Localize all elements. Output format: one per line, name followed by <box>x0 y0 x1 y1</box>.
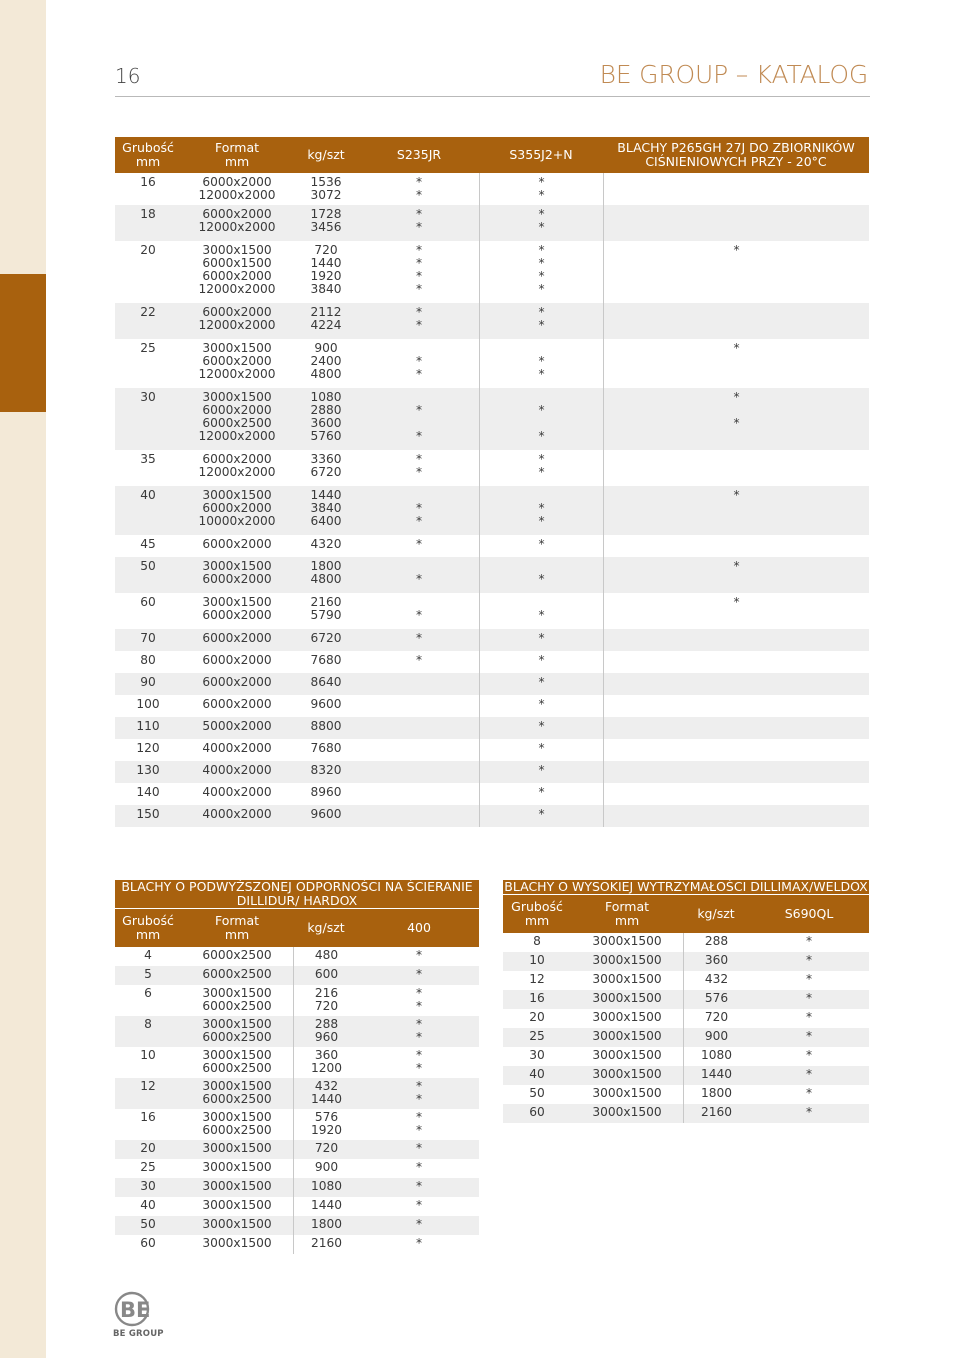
table-row <box>115 303 869 339</box>
kg-cell: 9600 <box>310 697 342 711</box>
s235jr-cell: * * <box>359 388 479 450</box>
table-row <box>503 971 869 990</box>
main-steel-plate-table <box>115 137 869 827</box>
s355j2n-cell: * <box>479 593 603 629</box>
kg-cell: 216 720 <box>293 985 359 1016</box>
thickness-cell: 50 <box>115 557 181 593</box>
p265gh-cell: * <box>603 339 869 388</box>
s355j2n-cell: * <box>479 783 603 805</box>
s355j2n-cell: * <box>479 695 603 717</box>
grade-cell: * <box>749 1104 869 1123</box>
p265gh-cell <box>603 535 869 557</box>
format-cell: 3000x1500 <box>592 1086 662 1100</box>
header-s235jr: S235JR <box>359 137 479 173</box>
table-row <box>115 673 869 695</box>
kg-cell: 1800 4800 <box>293 557 359 593</box>
kg-cell: 4320 <box>310 537 342 551</box>
thickness-cell: 50 <box>529 1086 545 1100</box>
kg-cell: 8960 <box>310 785 342 799</box>
table-row <box>503 1066 869 1085</box>
p265gh-cell: * <box>603 557 869 593</box>
p265gh-cell <box>603 303 869 339</box>
svg-text:BE: BE <box>120 1298 151 1322</box>
s355j2n-cell: * <box>479 761 603 783</box>
kg-cell: 7680 <box>310 653 342 667</box>
thickness-cell: 20 <box>140 243 156 257</box>
header-divider <box>115 96 870 97</box>
kg-cell: 576 <box>683 990 749 1009</box>
format-cell: 3000x1500 <box>571 1104 683 1123</box>
header-kg: kg/szt <box>293 909 359 947</box>
s235jr-cell: * * <box>359 205 479 241</box>
thickness-cell: 100 <box>136 697 160 711</box>
thickness-cell: 25 <box>140 341 156 355</box>
kg-cell: 720 <box>683 1009 749 1028</box>
kg-cell: 1800 <box>293 1216 359 1235</box>
format-cell: 6000x2500 <box>202 948 272 962</box>
s355j2n-cell: * <box>479 557 603 593</box>
thickness-cell: 5 <box>115 966 181 985</box>
kg-cell: 1440 3840 6400 <box>293 486 359 535</box>
kg-cell: 2112 4224 <box>293 303 359 339</box>
s355j2n-cell: * <box>479 805 603 827</box>
format-cell: 3000x1500 <box>181 1178 293 1197</box>
kg-cell: 600 <box>293 966 359 985</box>
sidebar-accent-block <box>0 274 46 412</box>
format-cell: 3000x1500 <box>202 1160 272 1174</box>
thickness-cell: 150 <box>115 805 181 827</box>
table-row <box>503 1085 869 1104</box>
table-row <box>115 1016 479 1047</box>
format-cell: 3000x1500 6000x1500 6000x2000 12000x2000 <box>198 243 276 296</box>
thickness-cell: 60 <box>140 595 156 609</box>
thickness-cell: 130 <box>115 761 181 783</box>
header-format: Format mm <box>571 895 683 933</box>
format-cell: 3000x1500 <box>592 1010 662 1024</box>
s355j2n-cell: * * <box>479 303 603 339</box>
format-cell: 5000x2000 <box>181 717 293 739</box>
header-thickness: Grubość mm <box>115 137 181 173</box>
p265gh-cell: * <box>603 241 869 303</box>
table-row <box>115 486 869 535</box>
header-kg: kg/szt <box>293 137 359 173</box>
table-row <box>115 805 869 827</box>
thickness-cell: 6 <box>144 986 152 1000</box>
p265gh-cell <box>603 629 869 651</box>
table-row <box>115 1197 479 1216</box>
table-row <box>503 1028 869 1047</box>
grade-cell: * * <box>359 1016 479 1047</box>
table-row <box>115 1140 479 1159</box>
p265gh-cell: * <box>603 486 869 535</box>
s235jr-cell <box>359 739 479 761</box>
thickness-cell: 140 <box>136 785 160 799</box>
grade-cell: * <box>749 1066 869 1085</box>
s355j2n-cell: * <box>479 535 603 557</box>
thickness-cell: 70 <box>115 629 181 651</box>
kg-cell: 900 2400 4800 <box>310 341 342 381</box>
format-cell: 3000x1500 <box>571 990 683 1009</box>
kg-cell: 1080 2880 3600 5760 <box>293 388 359 450</box>
thickness-cell: 12 <box>115 1078 181 1109</box>
format-cell: 3000x1500 <box>181 1216 293 1235</box>
grade-cell: * <box>359 1178 479 1197</box>
s355j2n-cell: * * <box>479 339 603 388</box>
table-row <box>115 761 869 783</box>
format-cell: 3000x1500 6000x2000 6000x2500 12000x2000 <box>181 388 293 450</box>
table-row <box>503 952 869 971</box>
format-cell: 6000x2000 <box>181 629 293 651</box>
thickness-cell: 60 <box>503 1104 571 1123</box>
format-cell: 6000x2000 12000x2000 <box>198 175 276 202</box>
table-row <box>115 739 869 761</box>
thickness-cell: 90 <box>115 673 181 695</box>
s355j2n-cell: * * <box>479 173 603 205</box>
table-row <box>115 783 869 805</box>
table-row <box>115 1235 479 1254</box>
header-grade-400: 400 <box>359 909 479 947</box>
grade-cell: * * <box>415 1048 423 1075</box>
s355j2n-cell: * <box>479 629 603 651</box>
grade-cell: * <box>805 972 813 986</box>
grade-cell: * <box>415 1236 423 1250</box>
thickness-cell: 20 <box>529 1010 545 1024</box>
kg-cell: 6720 <box>293 629 359 651</box>
thickness-cell: 110 <box>115 717 181 739</box>
thickness-cell: 40 <box>115 486 181 535</box>
thickness-cell: 35 <box>140 452 156 466</box>
s235jr-cell: * * <box>359 303 479 339</box>
be-group-logo-icon <box>112 1290 164 1330</box>
kg-cell: 8800 <box>293 717 359 739</box>
header-format: Format mm <box>181 137 293 173</box>
thickness-cell: 40 <box>140 1198 156 1212</box>
format-cell: 3000x1500 6000x2000 12000x2000 <box>198 341 276 381</box>
grade-cell: * * <box>415 986 423 1013</box>
s235jr-cell: * * <box>415 452 423 479</box>
thickness-cell: 40 <box>503 1066 571 1085</box>
thickness-cell: 120 <box>136 741 160 755</box>
kg-cell: 2160 <box>683 1104 749 1123</box>
table-row <box>115 1047 479 1078</box>
format-cell: 6000x2000 <box>202 653 272 667</box>
format-cell: 3000x1500 6000x2500 <box>181 1016 293 1047</box>
p265gh-cell <box>603 739 869 761</box>
p265gh-cell <box>603 651 869 673</box>
table-row <box>503 1009 869 1028</box>
page-number: 16 <box>115 64 141 88</box>
thickness-cell: 16 <box>503 990 571 1009</box>
grade-cell: * <box>415 948 423 962</box>
format-cell: 3000x1500 <box>592 934 662 948</box>
format-cell: 3000x1500 6000x2500 <box>202 1110 272 1137</box>
grade-cell: * * <box>415 1110 423 1137</box>
format-cell: 3000x1500 <box>181 1140 293 1159</box>
kg-cell: 1080 <box>293 1178 359 1197</box>
table-row <box>503 990 869 1009</box>
thickness-cell: 20 <box>115 1140 181 1159</box>
table-row <box>115 241 869 303</box>
format-cell: 6000x2000 <box>181 673 293 695</box>
s235jr-cell <box>359 805 479 827</box>
thickness-cell: 16 <box>140 1110 156 1124</box>
thickness-cell: 45 <box>140 537 156 551</box>
kg-cell: 7680 <box>310 741 342 755</box>
kg-cell: 432 1440 <box>293 1078 359 1109</box>
table-row <box>503 1104 869 1123</box>
s235jr-cell: * * <box>415 354 423 381</box>
s355j2n-cell: * * <box>479 388 603 450</box>
s235jr-cell: * <box>415 653 423 667</box>
thickness-cell: 22 <box>115 303 181 339</box>
s235jr-cell: * <box>415 608 423 622</box>
table-row <box>115 966 479 985</box>
kg-cell: 3360 6720 <box>310 452 342 479</box>
thickness-cell: 30 <box>115 388 181 450</box>
s235jr-cell: * <box>359 557 479 593</box>
thickness-cell: 8 <box>533 934 541 948</box>
table-row <box>115 1178 479 1197</box>
grade-cell: * <box>359 1140 479 1159</box>
header-thickness: Grubość mm <box>115 909 181 947</box>
thickness-cell: 50 <box>115 1216 181 1235</box>
grade-cell: * <box>749 1028 869 1047</box>
format-cell: 3000x1500 6000x2000 10000x2000 <box>181 486 293 535</box>
header-kg: kg/szt <box>683 895 749 933</box>
p265gh-cell <box>603 205 869 241</box>
thickness-cell: 60 <box>140 1236 156 1250</box>
kg-cell: 720 1440 1920 3840 <box>310 243 342 296</box>
format-cell: 3000x1500 6000x2000 <box>202 595 272 622</box>
kg-cell: 9600 <box>293 805 359 827</box>
s235jr-cell <box>359 695 479 717</box>
table-row <box>115 1109 479 1140</box>
logo-text: BE GROUP <box>113 1329 164 1339</box>
s235jr-cell: * <box>359 629 479 651</box>
p265gh-cell <box>603 717 869 739</box>
table-row <box>115 717 869 739</box>
grade-cell: * <box>415 1160 423 1174</box>
p265gh-cell <box>603 673 869 695</box>
s355j2n-cell: * * <box>479 486 603 535</box>
kg-cell: 480 <box>293 947 359 966</box>
s235jr-cell: * * <box>415 175 423 202</box>
sidebar-strip <box>0 0 46 1358</box>
s355j2n-cell: * <box>479 673 603 695</box>
table-row <box>115 1216 479 1235</box>
s235jr-cell: * <box>415 537 423 551</box>
thickness-cell: 10 <box>503 952 571 971</box>
s355j2n-cell: * * <box>479 205 603 241</box>
table-row <box>115 535 869 557</box>
s235jr-cell: * * * * <box>415 243 423 296</box>
s235jr-cell <box>359 783 479 805</box>
p265gh-cell <box>603 761 869 783</box>
kg-cell: 720 <box>293 1140 359 1159</box>
thickness-cell: 16 <box>140 175 156 189</box>
table-row <box>503 1047 869 1066</box>
table-row <box>115 695 869 717</box>
thickness-cell: 8 <box>115 1016 181 1047</box>
thickness-cell: 30 <box>115 1178 181 1197</box>
grade-cell: * <box>805 1086 813 1100</box>
format-cell: 6000x2500 <box>181 966 293 985</box>
s235jr-cell <box>359 717 479 739</box>
abrasion-table-caption: BLACHY O PODWYŻSZONEJ ODPORNOŚCI NA ŚCIERANIE DILLIDUR/ HARDOX <box>115 880 479 909</box>
format-cell: 3000x1500 6000x2500 <box>202 1048 272 1075</box>
s355j2n-cell: * <box>479 739 603 761</box>
table-row <box>115 388 869 450</box>
thickness-cell: 25 <box>140 1160 156 1174</box>
p265gh-cell <box>603 173 869 205</box>
format-cell: 6000x2000 12000x2000 <box>181 303 293 339</box>
s235jr-cell: * * <box>359 486 479 535</box>
kg-cell: 1080 <box>683 1047 749 1066</box>
kg-cell: 900 <box>293 1159 359 1178</box>
format-cell: 3000x1500 <box>571 952 683 971</box>
table-row <box>115 651 869 673</box>
strength-table-caption: BLACHY O WYSOKIEJ WYTRZYMAŁOŚCI DILLIMAX/WELDOX <box>504 879 868 894</box>
table-row <box>115 947 479 966</box>
table-row <box>115 1078 479 1109</box>
format-cell: 4000x2000 <box>202 741 272 755</box>
table-row <box>115 593 869 629</box>
kg-cell: 2160 5790 <box>310 595 342 622</box>
grade-cell: * <box>805 1010 813 1024</box>
grade-cell: * <box>359 966 479 985</box>
thickness-cell: 80 <box>140 653 156 667</box>
abrasion-resistant-table <box>115 880 479 1254</box>
format-cell: 6000x2000 12000x2000 <box>181 205 293 241</box>
s355j2n-cell: * <box>479 651 603 673</box>
thickness-cell: 4 <box>144 948 152 962</box>
kg-cell: 1728 3456 <box>293 205 359 241</box>
table-row <box>115 629 869 651</box>
kg-cell: 360 <box>683 952 749 971</box>
kg-cell: 2160 <box>293 1235 359 1254</box>
kg-cell: 8640 <box>293 673 359 695</box>
p265gh-cell: * <box>603 593 869 629</box>
thickness-cell: 12 <box>529 972 545 986</box>
p265gh-cell: * * <box>603 388 869 450</box>
kg-cell: 900 <box>683 1028 749 1047</box>
format-cell: 3000x1500 6000x2000 <box>181 557 293 593</box>
s355j2n-cell: * * * * <box>479 241 603 303</box>
p265gh-cell <box>603 805 869 827</box>
s235jr-cell <box>359 673 479 695</box>
format-cell: 3000x1500 <box>571 1066 683 1085</box>
kg-cell: 1440 <box>683 1066 749 1085</box>
format-cell: 4000x2000 <box>202 785 272 799</box>
kg-cell: 288 960 <box>293 1016 359 1047</box>
table-row <box>115 339 869 388</box>
grade-cell: * <box>805 1048 813 1062</box>
kg-cell: 8320 <box>293 761 359 783</box>
format-cell: 6000x2000 12000x2000 <box>198 452 276 479</box>
header-grade-s690ql: S690QL <box>749 895 869 933</box>
table-row <box>115 557 869 593</box>
format-cell: 3000x1500 <box>202 1236 272 1250</box>
table-row <box>115 1159 479 1178</box>
format-cell: 3000x1500 6000x2500 <box>202 986 272 1013</box>
grade-cell: * <box>749 952 869 971</box>
kg-cell: 1800 <box>683 1085 749 1104</box>
header-s355j2n: S355J2+N <box>479 137 603 173</box>
format-cell: 4000x2000 <box>181 761 293 783</box>
s355j2n-cell: * <box>479 717 603 739</box>
format-cell: 3000x1500 <box>592 972 662 986</box>
thickness-cell: 10 <box>140 1048 156 1062</box>
kg-cell: 288 <box>683 933 749 952</box>
header-thickness: Grubość mm <box>503 895 571 933</box>
table-row <box>115 985 479 1016</box>
thickness-cell: 30 <box>529 1048 545 1062</box>
thickness-cell: 25 <box>503 1028 571 1047</box>
p265gh-cell <box>603 450 869 486</box>
kg-cell: 360 1200 <box>293 1047 359 1078</box>
grade-cell: * <box>415 1198 423 1212</box>
grade-cell: * <box>749 990 869 1009</box>
kg-cell: 432 <box>683 971 749 990</box>
table-row <box>115 205 869 241</box>
header-format: Format mm <box>181 909 293 947</box>
table-row <box>115 173 869 205</box>
kg-cell: 1536 3072 <box>310 175 342 202</box>
format-cell: 3000x1500 <box>592 1048 662 1062</box>
kg-cell: 1440 <box>293 1197 359 1216</box>
format-cell: 4000x2000 <box>181 805 293 827</box>
s235jr-cell <box>359 761 479 783</box>
kg-cell: 576 1920 <box>293 1109 359 1140</box>
grade-cell: * * <box>359 1078 479 1109</box>
high-strength-table <box>503 880 869 1123</box>
format-cell: 6000x2000 <box>202 537 272 551</box>
format-cell: 3000x1500 6000x2500 <box>181 1078 293 1109</box>
grade-cell: * <box>805 934 813 948</box>
thickness-cell: 18 <box>115 205 181 241</box>
p265gh-cell <box>603 783 869 805</box>
p265gh-cell <box>603 695 869 717</box>
s355j2n-cell: * * <box>479 450 603 486</box>
grade-cell: * <box>359 1216 479 1235</box>
table-row <box>503 933 869 952</box>
table-row <box>115 450 869 486</box>
format-cell: 3000x1500 <box>571 1028 683 1047</box>
header-p265gh: BLACHY P265GH 27J DO ZBIORNIKÓW CIŚNIENIOWYCH PRZY - 20°C <box>603 137 869 173</box>
format-cell: 6000x2000 <box>202 697 272 711</box>
format-cell: 3000x1500 <box>202 1198 272 1212</box>
catalog-title: BE GROUP – KATALOG <box>599 60 868 89</box>
